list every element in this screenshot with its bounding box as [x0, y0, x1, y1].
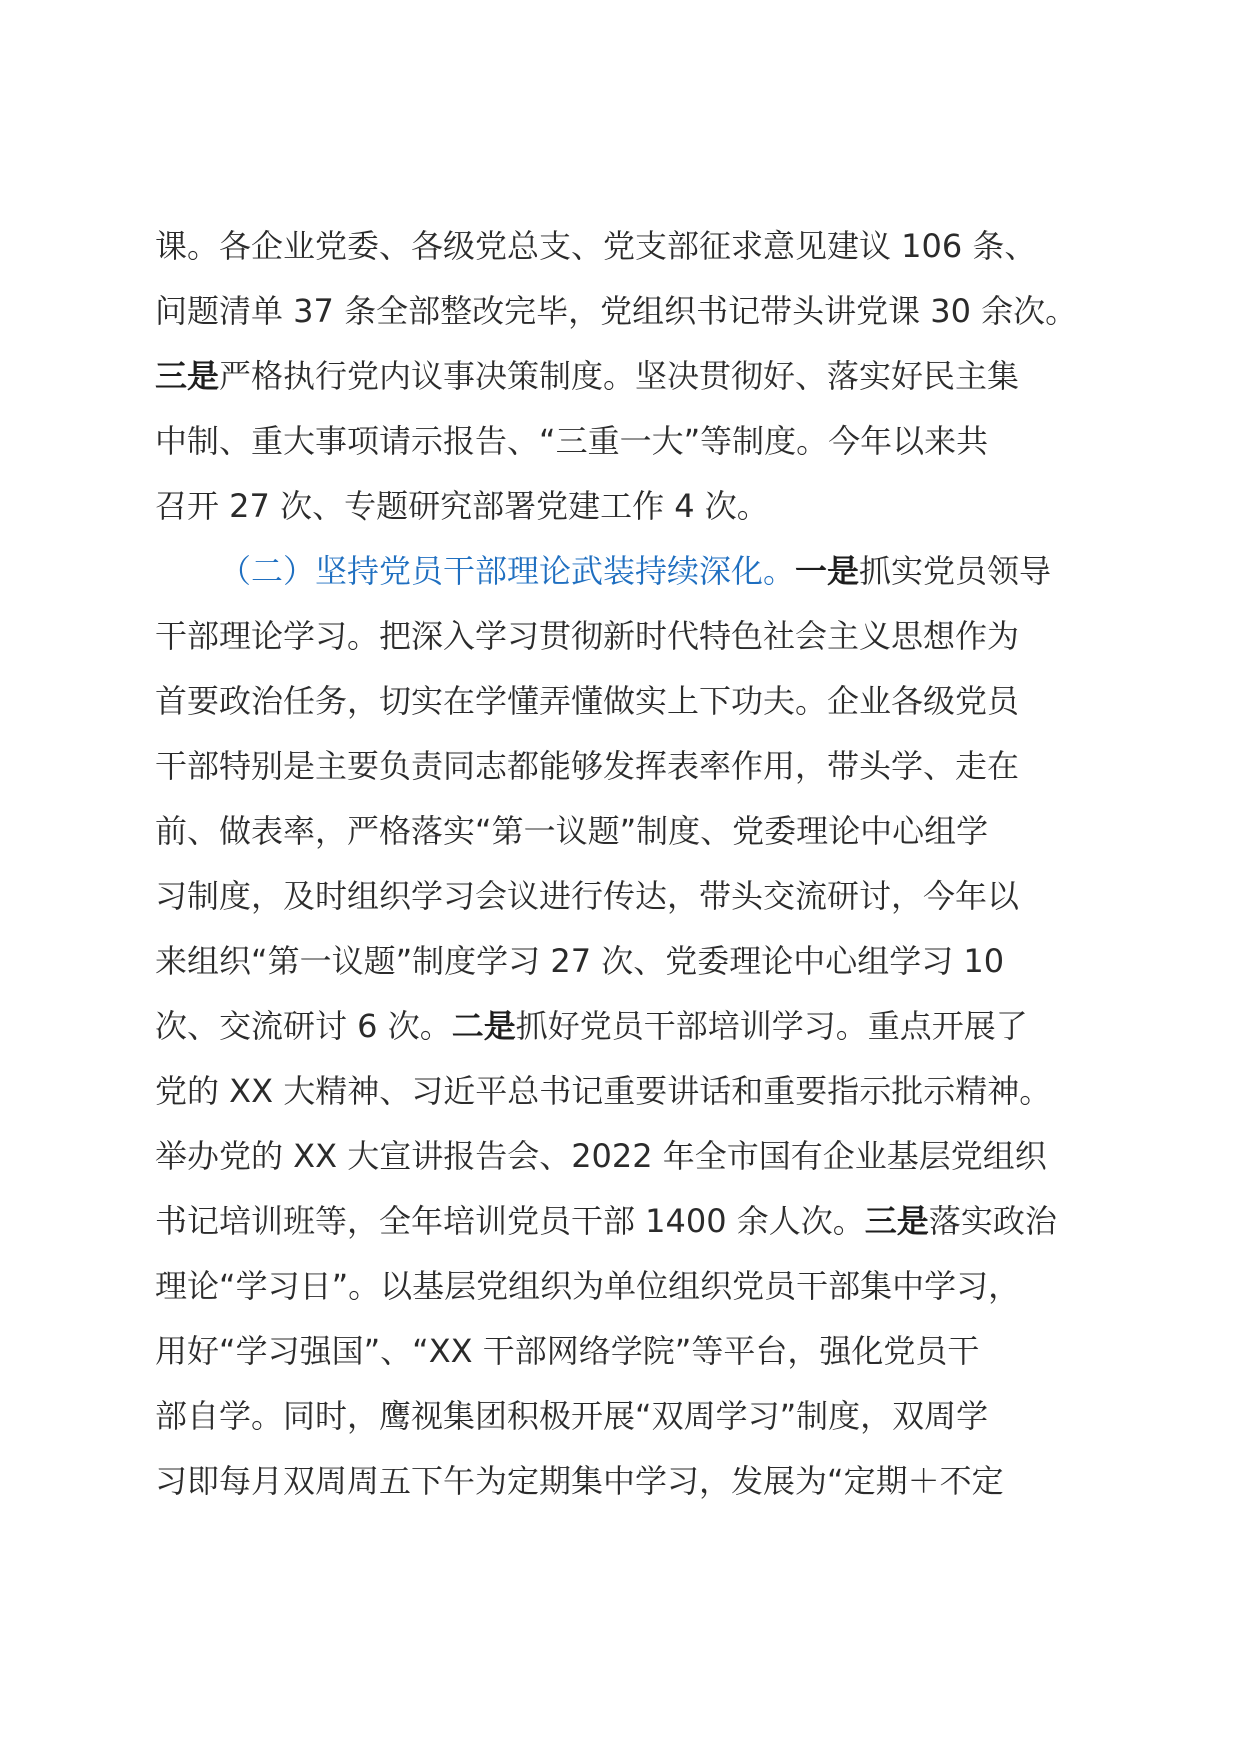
text-segment: 部自学。同时，鹰视集团积极开展“双周学习”制度，双周学 — [155, 1397, 989, 1435]
text-line — [155, 669, 1090, 734]
bold-keyword: 二是 — [451, 1007, 516, 1045]
text-segment: 抓实党员领导 — [859, 552, 1052, 590]
text-line — [155, 409, 1090, 474]
text-segment: 首要政治任务，切实在学懂弄懂做实上下功夫。企业各级党员 — [155, 682, 1020, 720]
bold-keyword: 三是 — [155, 357, 220, 395]
text-segment: 理论“学习日”。以基层党组织为单位组织党员干部集中学习， — [155, 1267, 1021, 1305]
text-segment: 次、交流研讨 6 次。 — [155, 1007, 452, 1045]
text-line — [155, 1189, 1090, 1254]
text-segment: 课。各企业党委、各级党总支、党支部征求意见建议 106 条、 — [155, 227, 1037, 265]
text-segment: 严格执行党内议事决策制度。坚决贯彻好、落实好民主集 — [219, 357, 1020, 395]
text-line — [155, 344, 1090, 409]
text-line — [155, 1059, 1090, 1124]
text-line — [155, 214, 1090, 279]
bold-keyword: 三是 — [864, 1202, 929, 1240]
text-segment: 习制度，及时组织学习会议进行传达，带头交流研讨，今年以 — [155, 877, 1020, 915]
text-line — [155, 1254, 1090, 1319]
text-segment: 举办党的 XX 大宣讲报告会、2022 年全市国有企业基层党组织 — [155, 1137, 1047, 1175]
text-line — [155, 539, 1090, 604]
text-segment: 来组织“第一议题”制度学习 27 次、党委理论中心组学习 10 — [155, 942, 1005, 980]
text-line — [155, 1449, 1090, 1514]
document-body — [155, 214, 1090, 1514]
text-line — [155, 864, 1090, 929]
text-line — [155, 279, 1090, 344]
text-line — [155, 604, 1090, 669]
text-line — [155, 1384, 1090, 1449]
text-line — [155, 734, 1090, 799]
text-line — [155, 929, 1090, 994]
text-line — [155, 1319, 1090, 1384]
text-segment: 干部理论学习。把深入学习贯彻新时代特色社会主义思想作为 — [155, 617, 1020, 655]
text-line — [155, 994, 1090, 1059]
text-segment: 前、做表率，严格落实“第一议题”制度、党委理论中心组学 — [155, 812, 989, 850]
text-line — [155, 474, 1090, 539]
section-heading: （二）坚持党员干部理论武装持续深化。 — [219, 552, 796, 590]
text-segment: 召开 27 次、专题研究部署党建工作 4 次。 — [155, 487, 769, 525]
text-segment: 问题清单 37 条全部整改完毕，党组织书记带头讲党课 30 余次。 — [155, 292, 1078, 330]
text-segment: 中制、重大事项请示报告、“三重一大”等制度。今年以来共 — [155, 422, 989, 460]
text-line — [155, 799, 1090, 864]
text-line — [155, 1124, 1090, 1189]
text-segment: 党的 XX 大精神、习近平总书记重要讲话和重要指示批示精神。 — [155, 1072, 1052, 1110]
text-segment: 干部特别是主要负责同志都能够发挥表率作用，带头学、走在 — [155, 747, 1020, 785]
text-segment: 用好“学习强国”、“XX 干部网络学院”等平台，强化党员干 — [155, 1332, 980, 1370]
text-segment: 落实政治 — [928, 1202, 1057, 1240]
text-segment: 习即每月双周周五下午为定期集中学习，发展为“定期＋不定 — [155, 1462, 1004, 1500]
bold-keyword: 一是 — [795, 552, 860, 590]
text-segment: 抓好党员干部培训学习。重点开展了 — [515, 1007, 1028, 1045]
text-segment: 书记培训班等，全年培训党员干部 1400 余人次。 — [155, 1202, 865, 1240]
